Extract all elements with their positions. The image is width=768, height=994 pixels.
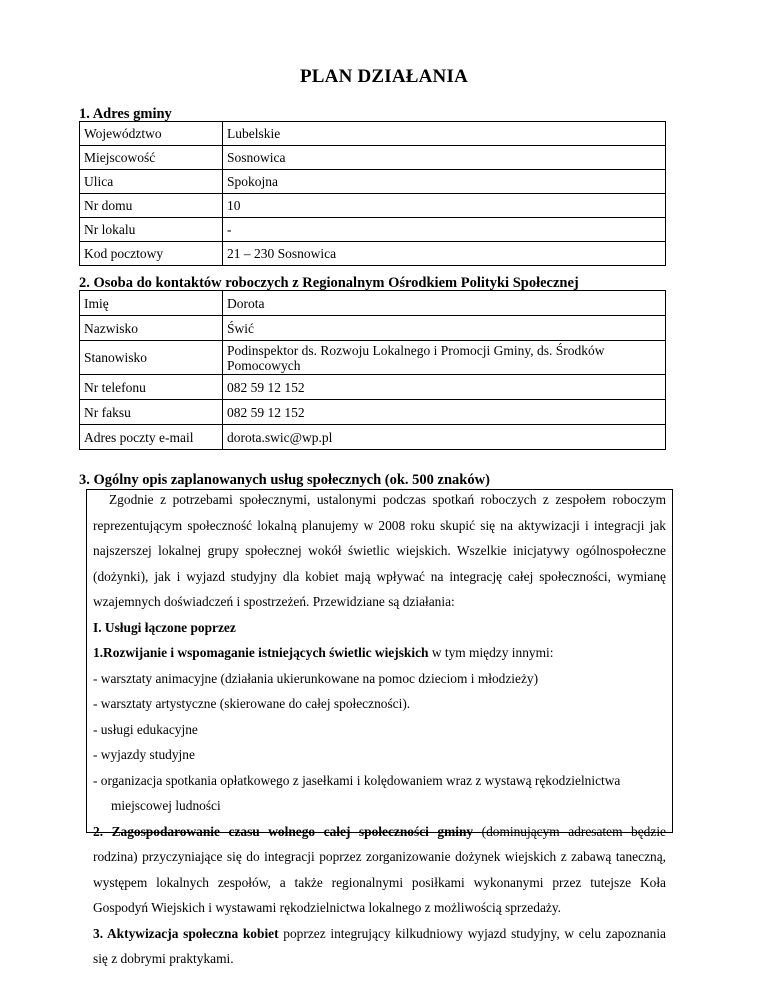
page-title: PLAN DZIAŁANIA (299, 66, 468, 87)
field-value: 10 (223, 194, 666, 218)
table-row (80, 316, 666, 341)
field-value: Spokojna (223, 170, 666, 194)
point-1 (93, 640, 666, 666)
field-label: Imię (80, 291, 223, 316)
point-2 (93, 819, 666, 921)
field-label: Nr domu (80, 194, 223, 218)
field-label: Stanowisko (80, 341, 223, 375)
list-item: - warsztaty artystyczne (skierowane do całej społeczności). (93, 696, 411, 711)
subheading-text: I. Usługi łączone poprzez (93, 619, 236, 635)
table-row (80, 291, 666, 316)
intro-paragraph: Zgodnie z potrzebami społecznymi, ustalonymi podczas spotkań roboczych z zespołem roboczym reprezentującym społeczność lokalną planujemy w 2008 roku skupić się na aktywizacji i integracji jak najszerszej lokalnej grupy społecznej wokół świetlic wiejskich. Wszelkie inicjatywy ogólnospołeczne (dożynki), jak i wyjazd studyjny dla kobiet mają wpływać na integrację całej społeczności, wymianę wzajemnych doświadczeń i spostrzeżeń. Przewidziane są działania: (93, 492, 666, 609)
field-value: 21 – 230 Sosnowica (223, 242, 666, 266)
list-item: - wyjazdy studyjne (93, 747, 195, 762)
point-3-text: poprzez integrujący kilkudniowy wyjazd studyjny, w celu zapoznania się z dobrymi praktykami. (93, 925, 666, 966)
field-label: Nr faksu (80, 400, 223, 425)
table-row (80, 170, 666, 194)
field-label: Województwo (80, 122, 223, 146)
field-label: Nazwisko (80, 316, 223, 341)
field-value: Podinspektor ds. Rozwoju Lokalnego i Promocji Gminy, ds. Środków Pomocowych (223, 341, 666, 375)
point-2-text: (dominującym adresatem będzie rodzina) przyczyniające się do integracji poprzez zorganizowanie dożynek wiejskich z zabawą taneczną, występem lokalnych zespołów, a także regionalnymi posiłkami wykonanymi przez tutejsze Koła Gospodyń Wiejskich i wystawami rękodzielnictwa lokalnego z możliwością sprzedaży. (93, 823, 666, 915)
table-row (80, 194, 666, 218)
field-label: Adres poczty e-mail (80, 425, 223, 450)
section-2-heading: 2. Osoba do kontaktów roboczych z Regionalnym Ośrodkiem Polityki Społecznej (79, 275, 579, 291)
section-1-heading: 1. Adres gminy (79, 106, 172, 122)
list-item-continuation: miejscowej ludności (111, 798, 221, 813)
table-row (80, 400, 666, 425)
point-1-title: 1.Rozwijanie i wspomaganie istniejących świetlic wiejskich (93, 645, 429, 660)
point-1-text: w tym między innymi: (428, 645, 554, 660)
list-item: - warsztaty animacyjne (działania ukierunkowane na pomoc dzieciom i młodzieży) (93, 670, 539, 686)
address-table (79, 121, 666, 266)
table-row (80, 375, 666, 400)
field-value: 082 59 12 152 (223, 375, 666, 400)
services-subheading (93, 615, 666, 641)
field-value: Dorota (223, 291, 666, 316)
list-item: - organizacja spotkania opłatkowego z jasełkami i kolędowaniem wraz z wystawą rękodzielnictwa (93, 772, 621, 788)
field-value: 082 59 12 152 (223, 400, 666, 425)
field-label: Kod pocztowy (80, 242, 223, 266)
field-label: Nr telefonu (80, 375, 223, 400)
field-value: Świć (223, 316, 666, 341)
table-row (80, 146, 666, 170)
contact-table (79, 290, 666, 450)
table-row (80, 242, 666, 266)
point-3 (93, 921, 666, 972)
table-row (80, 122, 666, 146)
field-label: Miejscowość (80, 146, 223, 170)
field-value: - (223, 218, 666, 242)
services-description-box (86, 489, 673, 966)
list-item: - usługi edukacyjne (93, 721, 198, 737)
section-3-heading: 3. Ogólny opis zaplanowanych usług społecznych (ok. 500 znaków) (79, 472, 490, 488)
table-row (80, 425, 666, 450)
field-label: Nr lokalu (80, 218, 223, 242)
field-value: dorota.swic@wp.pl (223, 425, 666, 450)
point-2-title: 2. Zagospodarowanie czasu wolnego całej społeczności gminy (93, 823, 474, 839)
table-row (80, 341, 666, 375)
table-row (80, 218, 666, 242)
point-3-title: 3. Aktywizacja społeczna kobiet (93, 925, 279, 941)
field-label: Ulica (80, 170, 223, 194)
field-value: Lubelskie (223, 122, 666, 146)
field-value: Sosnowica (223, 146, 666, 170)
